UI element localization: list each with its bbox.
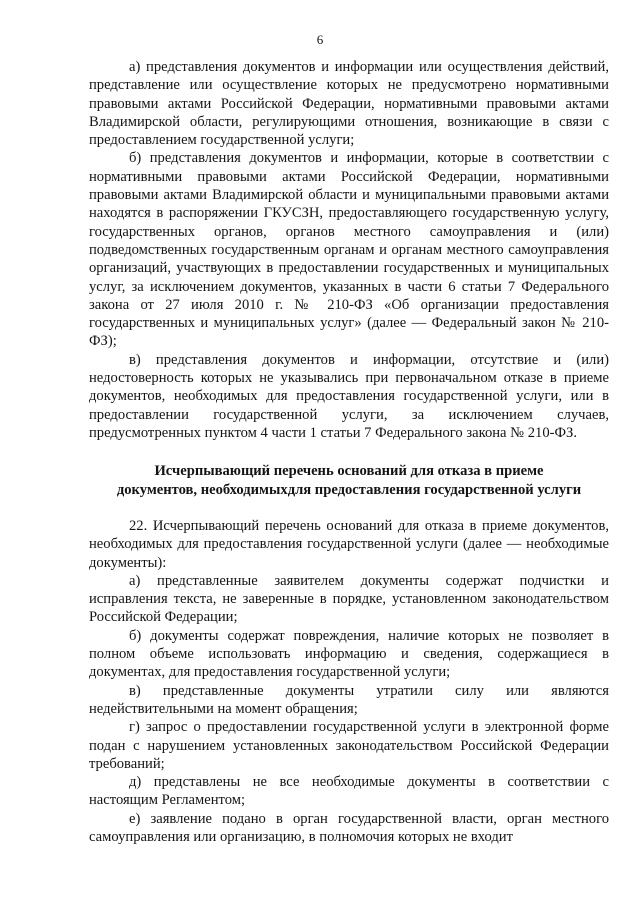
paragraph-item-v: в) представления документов и информации, отсутствие и (или) недостоверность которых не указывались при первоначальном отказе в приеме документов, необходимых для предоставления государственной услуги, или в предоставлении государственной услуги, за исключением случаев, предусмотренных пунктом 4 части 1 статьи 7 Федерального закона № 210-ФЗ. (89, 351, 609, 441)
paragraph-clause-22: 22. Исчерпывающий перечень оснований для отказа в приеме документов, необходимых для предоставления государственной услуги (далее — необходимые документы): (89, 518, 609, 571)
paragraph-ground-v: в) представленные документы утратили силу или являются недействительными на момент обращения; (89, 682, 609, 717)
paragraph-ground-b: б) документы содержат повреждения, наличие которых не позволяет в полном объеме использовать информацию и сведения, содержащиеся в документах, для предоставления государственной услуги; (89, 627, 609, 681)
paragraph-ground-g: г) запрос о предоставлении государственной услуги в электронной форме подан с нарушением установленных законодательством Российской Федерации требований; (89, 719, 609, 772)
paragraph-ground-d: д) представлены не все необходимые документы в соответствии с настоящим Регламентом; (89, 774, 609, 809)
section-heading-line-1: Исчерпывающий перечень оснований для отказа в приеме (154, 463, 544, 479)
paragraph-item-b: б) представления документов и информации, которые в соответствии с нормативными правовыми актами Российской Федерации, нормативными правовыми актами Владимирской области и муниципальными правовыми актами находятся в распоряжении ГКУСЗН, предоставляющего государственную услугу, государственных органов, органов местного самоуправления и (или) подведомственных государственным органам и органам местного самоуправления организаций, участвующих в предоставлении государственных и муниципальных услуг, за исключением документов, указанных в части 6 статьи 7 Федерального закона от 27 июля 2010 г. № 210-ФЗ «Об организации предоставления государственных и муниципальных услуг» (далее — Федеральный закон № 210-ФЗ); (89, 150, 609, 350)
section-heading (89, 462, 609, 500)
section-heading-line-2: документов, необходимыхдля предоставления государственной услуги (116, 482, 582, 498)
paragraph-group-refusal-grounds (89, 517, 609, 846)
paragraph-ground-e: е) заявление подано в орган государственной власти, орган местного самоуправления или организацию, в полномочия которых не входит (89, 810, 609, 846)
paragraph-ground-a: а) представленные заявителем документы содержат подчистки и исправления текста, не заверенные в порядке, установленном законодательством Российской Федерации; (89, 572, 609, 626)
paragraph-group-restrictions (89, 58, 609, 442)
paragraph-item-a: а) представления документов и информации или осуществления действий, представление или осуществление которых не предусмотрено нормативными правовыми актами Российской Федерации, нормативными правовыми актами Владимирской области, регулирующими отношения, возникающие в связи с предоставлением государственной услуги; (89, 59, 609, 149)
page-number: 6 (316, 32, 324, 47)
